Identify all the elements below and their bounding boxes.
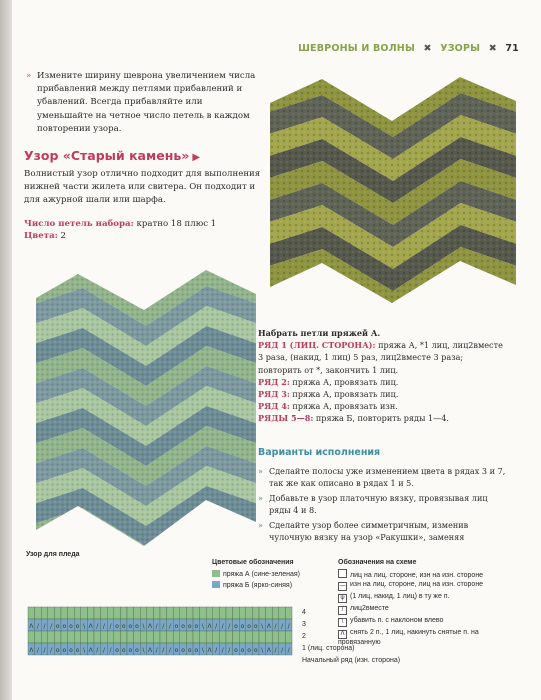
chart-cell: [28, 631, 35, 643]
chart-stitch-symbol: o: [75, 623, 80, 630]
chart-stitch-symbol: /: [168, 647, 171, 654]
chart-cell: [74, 631, 81, 643]
chart-cell: [272, 631, 279, 643]
top-tip: [26, 70, 258, 138]
row-text: пряжа А, провязать лиц.: [289, 389, 399, 400]
colors-label: Цвета:: [24, 231, 58, 242]
row-key: РЯД 1 (ЛИЦ. СТОРОНА):: [258, 340, 376, 351]
row-text: пряжа А, *1 лиц, лиц2вместе 3 раза, (накид, 1 лиц) 5 раз, лиц2вместе 3 раза; повторить от *, закончить 1 лиц.: [258, 340, 503, 375]
chart-stitch-symbol: o: [135, 647, 139, 654]
chart-cell: [107, 631, 114, 643]
stitch-symbol-icon: Λ: [338, 630, 347, 639]
symbols-heading: Обозначения на схеме: [338, 559, 417, 566]
chart-stitch-symbol: Λ: [88, 623, 93, 630]
chart-stitch-symbol: o: [128, 647, 133, 654]
chart-stitch-symbol: o: [69, 623, 73, 630]
chart-cell: [147, 607, 154, 619]
stitch-symbol-icon: ψ: [338, 594, 347, 603]
chart-stitch-symbol: o: [187, 623, 192, 630]
color-b-swatch: [212, 581, 220, 588]
chart-cell: [213, 631, 220, 643]
chart-stitch-symbol: /: [43, 647, 46, 654]
cast-on-value: кратно 18 плюс 1: [133, 219, 217, 229]
chart-stitch-symbol: Λ: [148, 647, 153, 654]
bullet-icon: »: [258, 519, 263, 530]
row-number-2: 2: [302, 633, 306, 640]
chart-stitch-symbol: /: [221, 647, 224, 654]
variant-text: Сделайте полосы уже изменением цвета в рядах 3 и 7, так же как описано в рядах 1 и 5.: [269, 466, 506, 489]
chart-cell: [259, 607, 266, 619]
chart-stitch-symbol: o: [128, 623, 133, 630]
row-key: РЯД 4:: [258, 401, 290, 412]
chart-stitch-symbol: Λ: [266, 623, 271, 630]
stitch-symbol-icon: [338, 569, 347, 578]
symbol-legend-item: [338, 605, 516, 615]
chart-stitch-symbol: /: [281, 647, 284, 654]
instruction-row: [258, 412, 506, 424]
chart-cell: [206, 631, 213, 643]
chart-stitch-symbol: o: [187, 647, 192, 654]
colors-value: 2: [57, 231, 67, 242]
color-b-label: пряжа Б (ярко-синяя): [223, 582, 293, 589]
chart-cell: [186, 607, 193, 619]
chart-stitch-symbol: \: [201, 623, 204, 630]
page-number: 71: [505, 43, 519, 54]
pattern-title-text: Узор «Старый камень»: [24, 148, 190, 163]
row-text: пряжа А, провязать изн.: [289, 401, 398, 412]
chart-stitch-symbol: /: [281, 623, 284, 630]
chart-stitch-symbol: \: [83, 623, 86, 630]
chart-stitch-symbol: /: [43, 623, 46, 630]
stitch-chart-grid: [24, 605, 324, 661]
chart-stitch-symbol: o: [174, 623, 179, 630]
chart-cell: [193, 631, 200, 643]
bullet-icon: »: [258, 466, 263, 476]
variants-heading: Варианты исполнения: [258, 447, 381, 458]
chart-cell: [35, 631, 42, 643]
chart-cell: [140, 631, 147, 643]
play-triangle-icon: ▶: [192, 152, 201, 163]
chart-cell: [28, 607, 35, 619]
bullet-icon: »: [258, 492, 263, 503]
row-number-3: 3: [302, 621, 306, 628]
chart-stitch-symbol: o: [62, 623, 67, 630]
chart-stitch-symbol: /: [155, 647, 158, 654]
chart-stitch-symbol: o: [194, 623, 199, 630]
chart-stitch-symbol: Λ: [29, 647, 34, 654]
chart-cell: [246, 631, 253, 643]
chart-stitch-symbol: /: [274, 647, 277, 654]
chart-stitch-symbol: /: [287, 623, 290, 630]
chart-cell: [61, 631, 68, 643]
chart-cell: [114, 607, 121, 619]
chart-stitch-symbol: /: [36, 647, 39, 654]
chart-cell: [127, 631, 134, 643]
chart-stitch-symbol: o: [253, 647, 258, 654]
stitch-symbol-icon: /: [338, 606, 347, 615]
chart-cell: [266, 631, 273, 643]
chart-stitch-symbol: /: [96, 647, 99, 654]
chart-cell: [48, 607, 55, 619]
header-separator-icon: ✖: [488, 43, 497, 54]
chart-cell: [206, 607, 213, 619]
chart-stitch-symbol: o: [55, 647, 60, 654]
chart-cell: [200, 631, 207, 643]
chart-stitch-symbol: o: [69, 647, 73, 654]
chart-cell: [81, 607, 88, 619]
chart-cell: [252, 631, 259, 643]
chart-stitch-symbol: /: [50, 623, 53, 630]
chart-cell: [54, 631, 61, 643]
chart-stitch-symbol: o: [135, 623, 139, 630]
chart-stitch-symbol: o: [121, 647, 126, 654]
chart-cell: [266, 607, 273, 619]
variants-list: [258, 465, 506, 545]
row-key: РЯД 2:: [258, 376, 290, 387]
chart-stitch-symbol: Λ: [88, 647, 93, 654]
chart-cell: [219, 631, 226, 643]
pattern-meta: [24, 218, 216, 243]
chart-cell: [272, 607, 279, 619]
cast-on-line: [24, 218, 216, 230]
chart-stitch-symbol: o: [115, 623, 119, 630]
row-text: пряжа Б, повторить ряды 1—4.: [313, 413, 449, 424]
chart-cell: [213, 607, 220, 619]
chart-stitch-symbol: /: [50, 647, 53, 654]
chart-stitch-symbol: \: [142, 647, 145, 654]
instruction-row: [258, 376, 506, 388]
chart-cell: [41, 631, 48, 643]
chart-cell: [94, 607, 101, 619]
chart-stitch-symbol: /: [36, 623, 39, 630]
chart-stitch-symbol: Λ: [148, 623, 153, 630]
chart-cell: [35, 607, 42, 619]
chart-stitch-symbol: o: [234, 647, 238, 654]
chart-stitch-symbol: o: [247, 647, 251, 654]
instruction-row: [258, 339, 506, 376]
book-spine-shadow: [0, 0, 12, 700]
pattern-title: [24, 148, 200, 163]
chart-cell: [68, 631, 75, 643]
chart-stitch-symbol: /: [215, 647, 218, 654]
instruction-row: [258, 400, 506, 412]
legend-color-b: [212, 581, 292, 589]
chart-stitch-symbol: Λ: [266, 647, 271, 654]
chart-stitch-symbol: o: [234, 623, 238, 630]
symbol-legend-item: [338, 581, 516, 591]
variant-item: [258, 519, 506, 544]
chart-cell: [127, 607, 134, 619]
chart-stitch-symbol: /: [274, 623, 277, 630]
running-header: [298, 43, 519, 54]
chart-cell: [54, 607, 61, 619]
chart-cell: [94, 631, 101, 643]
variant-item: [258, 492, 506, 517]
chart-stitch-symbol: /: [102, 623, 105, 630]
knit-texture: [36, 268, 256, 550]
chart-cell: [226, 631, 233, 643]
chart-cell: [120, 607, 127, 619]
chart-cell: [279, 631, 286, 643]
symbol-label: (1 лиц, накид, 1 лиц) в ту же п.: [350, 593, 450, 600]
chart-cell: [233, 607, 240, 619]
symbol-legend-item: [338, 629, 516, 646]
symbol-legend-item: [338, 617, 516, 627]
chart-title: Узор для пледа: [26, 551, 80, 558]
chart-cell: [68, 607, 75, 619]
symbol-label: лиц на лиц. стороне, изн на изн. стороне: [350, 572, 484, 579]
row-text: пряжа А, провязать лиц.: [289, 376, 399, 387]
chart-cell: [48, 631, 55, 643]
knit-texture: [270, 73, 516, 305]
chart-cell: [160, 607, 167, 619]
chart-stitch-symbol: o: [174, 647, 179, 654]
header-section: ШЕВРОНЫ И ВОЛНЫ: [298, 43, 415, 54]
color-a-label: пряжа А (сине-зеленая): [223, 571, 301, 578]
foundation-row-label: Начальный ряд (изн. сторона): [302, 657, 401, 664]
chart-cell: [153, 631, 160, 643]
chart-cell: [107, 607, 114, 619]
tip-item: [26, 70, 258, 136]
colors-heading: Цветовые обозначения: [212, 559, 294, 566]
chart-stitch-symbol: o: [115, 647, 119, 654]
chart-stitch-symbol: /: [109, 647, 112, 654]
chart-stitch-symbol: /: [162, 623, 165, 630]
chart-stitch-symbol: o: [75, 647, 80, 654]
chart-stitch-symbol: o: [181, 647, 185, 654]
chart-cell: [134, 607, 141, 619]
instruction-row: [258, 388, 506, 400]
row-number-1: 1 (лиц. сторона): [302, 645, 355, 652]
chart-cell: [61, 607, 68, 619]
chart-cell: [160, 631, 167, 643]
chart-stitch-symbol: /: [228, 623, 231, 630]
chart-cell: [101, 607, 108, 619]
chart-cell: [81, 631, 88, 643]
chart-cell: [252, 607, 259, 619]
chart-cell: [180, 631, 187, 643]
chart-stitch-symbol: /: [168, 623, 171, 630]
chart-stitch-symbol: \: [83, 647, 86, 654]
chart-stitch-symbol: /: [155, 623, 158, 630]
chart-stitch-symbol: Λ: [207, 647, 212, 654]
colors-line: [24, 230, 216, 242]
chart-cell: [285, 607, 292, 619]
row-key: РЯД 3:: [258, 389, 290, 400]
chart-cell: [173, 607, 180, 619]
header-subsection: УЗОРЫ: [440, 43, 481, 54]
chart-stitch-symbol: o: [181, 623, 185, 630]
chart-stitch-symbol: o: [55, 623, 60, 630]
color-a-swatch: [212, 570, 220, 577]
header-separator-icon: ✖: [423, 43, 432, 54]
symbol-label: убавить п. с наклоном влево: [350, 617, 444, 624]
chart-stitch-symbol: /: [96, 623, 99, 630]
symbol-legend-item: [338, 593, 516, 603]
chart-stitch-symbol: \: [142, 623, 145, 630]
chart-stitch-symbol: /: [221, 623, 224, 630]
swatch-photo-green: [36, 268, 256, 550]
chart-stitch-symbol: /: [228, 647, 231, 654]
chart-stitch-symbol: Λ: [29, 623, 34, 630]
instructions: [258, 327, 506, 425]
chart-cell: [233, 631, 240, 643]
chart-cell: [87, 607, 94, 619]
legend-color-a: [212, 570, 300, 578]
chart-cell: [239, 607, 246, 619]
chart-stitch-symbol: o: [253, 623, 258, 630]
chart-cell: [134, 631, 141, 643]
chart-cell: [279, 607, 286, 619]
chart-cell: [246, 607, 253, 619]
stitch-symbol-icon: —: [339, 583, 346, 589]
chart-stitch-symbol: \: [261, 623, 264, 630]
variant-text: Добавьте в узор платочную вязку, провязывая лиц ряды 4 и 8.: [269, 492, 488, 516]
stitch-symbol-icon: \: [338, 618, 347, 627]
swatch-photo-olive: [270, 73, 516, 305]
chart-stitch-symbol: o: [121, 623, 126, 630]
chart-stitch-symbol: \: [261, 647, 264, 654]
tip-text: Измените ширину шеврона увеличением числа прибавлений между петлями прибавлений и убавлений. Всегда прибавляйте или уменьшайте на четное число петель в каждом повторении узора.: [37, 71, 256, 134]
chart-stitch-symbol: o: [240, 623, 245, 630]
variant-item: [258, 465, 506, 490]
chart-cell: [114, 631, 121, 643]
chart-cell: [226, 607, 233, 619]
chart-stitch-symbol: o: [247, 623, 251, 630]
chart-cell: [147, 631, 154, 643]
chart-cell: [219, 607, 226, 619]
chart-cell: [120, 631, 127, 643]
symbols-list: [338, 569, 516, 648]
knitting-chart-area: [24, 545, 516, 695]
chart-cell: [101, 631, 108, 643]
cast-on-label: Число петель набора:: [24, 219, 134, 229]
chart-stitch-symbol: /: [162, 647, 165, 654]
symbol-label: лиц2вместе: [350, 605, 389, 612]
chart-cell: [87, 631, 94, 643]
variant-text: Сделайте узор более симметричным, изменив чулочную вязку на узор «Ракушки», заменяя: [269, 519, 469, 543]
chart-cell: [200, 607, 207, 619]
chart-stitch-symbol: o: [62, 647, 67, 654]
chart-stitch-symbol: o: [194, 647, 199, 654]
chart-stitch-symbol: Λ: [207, 623, 212, 630]
chart-cell: [285, 631, 292, 643]
chart-cell: [140, 607, 147, 619]
symbol-label: изн на лиц. стороне, лиц на изн. стороне: [350, 581, 484, 588]
instruction-rows: [258, 339, 506, 424]
chart-cell: [259, 631, 266, 643]
chart-cell: [180, 607, 187, 619]
pattern-intro: Волнистый узор отлично подходит для выполнения нижней части жилета или свитера. Он подходит и для ажурной шали или шарфа.: [24, 169, 261, 205]
chart-stitch-symbol: \: [201, 647, 204, 654]
chart-stitch-symbol: /: [287, 647, 290, 654]
chart-cell: [167, 607, 174, 619]
chart-cell: [239, 631, 246, 643]
chart-cell: [74, 607, 81, 619]
chart-stitch-symbol: o: [240, 647, 245, 654]
row-key: РЯДЫ 5—8:: [258, 413, 314, 424]
instructions-lead: Набрать петли пряжей А.: [258, 328, 381, 338]
chart-cell: [186, 631, 193, 643]
chart-cell: [41, 607, 48, 619]
symbol-label: снять 2 п., 1 лиц, накинуть снятые п. на провязанную: [338, 629, 479, 646]
chart-stitch-symbol: /: [109, 623, 112, 630]
symbol-legend-item: [338, 569, 516, 579]
chart-cell: [153, 607, 160, 619]
chart-stitch-symbol: /: [102, 647, 105, 654]
chart-cell: [167, 631, 174, 643]
row-number-4: 4: [302, 609, 306, 616]
chart-stitch-symbol: /: [215, 623, 218, 630]
chart-cell: [193, 607, 200, 619]
chart-cell: [173, 631, 180, 643]
bullet-icon: »: [26, 71, 32, 81]
